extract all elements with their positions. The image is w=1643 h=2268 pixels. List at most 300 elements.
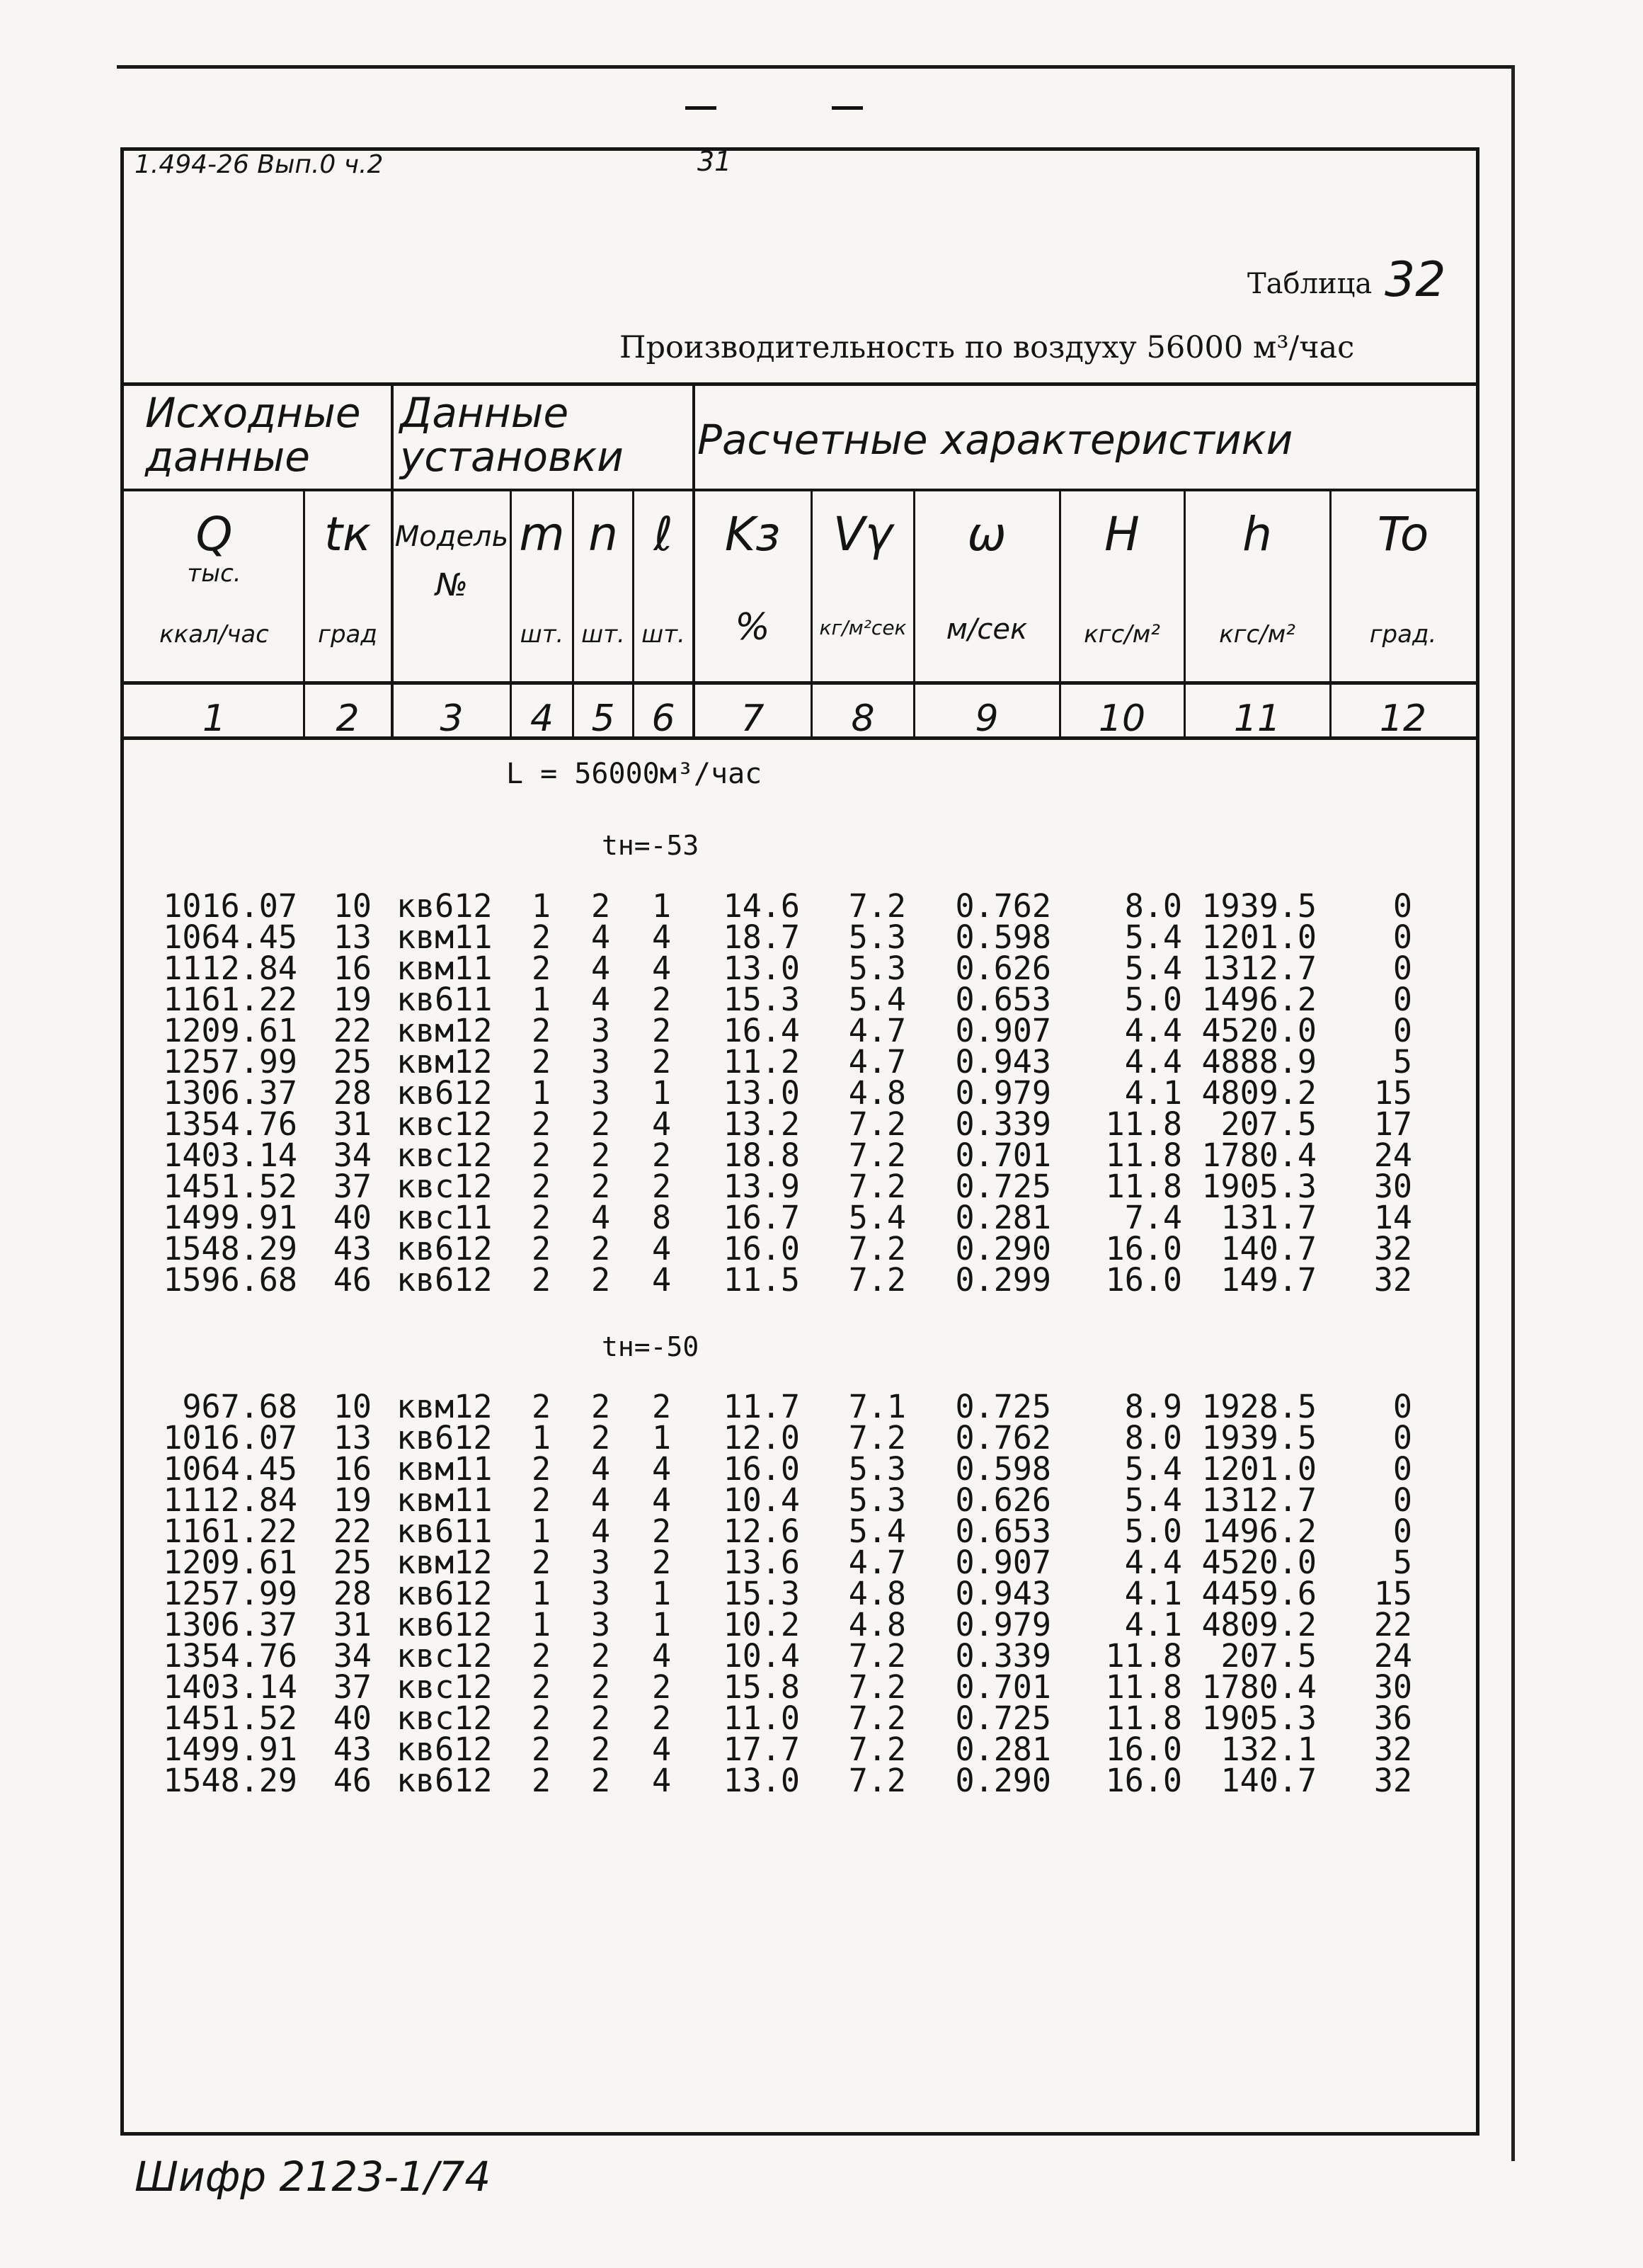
omega-cell: 0.626	[955, 950, 1051, 987]
m-cell: 2	[531, 950, 551, 987]
h-lower-cell: 207.5	[1220, 1105, 1317, 1143]
column-symbol: n	[588, 507, 618, 562]
model-cell: квс12	[396, 1637, 493, 1675]
m-cell: 1	[531, 1074, 551, 1112]
to-cell: 0	[1392, 887, 1412, 925]
h-lower-cell: 4809.2	[1201, 1074, 1317, 1112]
table-row	[0, 887, 1643, 925]
q-cell: 1306.37	[163, 1074, 297, 1112]
n-cell: 2	[590, 1731, 611, 1768]
table-row	[0, 1074, 1643, 1112]
q-cell: 1209.61	[163, 1012, 297, 1049]
l-cell: 2	[651, 1012, 672, 1049]
l-cell: 2	[651, 1136, 672, 1174]
h-lower-cell: 4888.9	[1201, 1043, 1317, 1081]
h-lower-cell: 149.7	[1220, 1261, 1317, 1299]
tk-cell: 13	[333, 918, 372, 956]
column-header-to	[1332, 507, 1474, 649]
q-cell: 1499.91	[163, 1731, 297, 1768]
n-cell: 3	[590, 1544, 611, 1581]
vy-cell: 7.2	[848, 887, 906, 925]
column-symbol: tк	[324, 507, 371, 562]
to-cell: 32	[1373, 1261, 1412, 1299]
m-cell: 2	[531, 1105, 551, 1143]
omega-cell: 0.907	[955, 1544, 1051, 1581]
table-row	[0, 1668, 1643, 1706]
h-lower-cell: 140.7	[1220, 1762, 1317, 1799]
q-cell: 1403.14	[163, 1136, 297, 1174]
model-cell: кв612	[396, 1731, 493, 1768]
to-cell: 0	[1392, 918, 1412, 956]
q-cell: 1161.22	[163, 1512, 297, 1550]
column-symbol: m	[519, 507, 565, 562]
tk-cell: 22	[333, 1012, 372, 1049]
l-cell: 4	[651, 1481, 672, 1519]
m-cell: 2	[531, 1261, 551, 1299]
h-upper-cell: 4.1	[1124, 1074, 1182, 1112]
omega-cell: 0.281	[955, 1731, 1051, 1768]
tk-cell: 43	[333, 1230, 372, 1267]
n-cell: 2	[590, 1762, 611, 1799]
l-cell: 2	[651, 1388, 672, 1425]
to-cell: 0	[1392, 981, 1412, 1018]
h-upper-cell: 4.1	[1124, 1606, 1182, 1643]
tk-cell: 34	[333, 1637, 372, 1675]
h-lower-cell: 1201.0	[1201, 918, 1317, 956]
m-cell: 2	[531, 1388, 551, 1425]
to-cell: 32	[1373, 1731, 1412, 1768]
omega-cell: 0.598	[955, 1450, 1051, 1488]
m-cell: 1	[531, 1606, 551, 1643]
l-cell: 4	[651, 1450, 672, 1488]
to-cell: 30	[1373, 1668, 1412, 1706]
q-cell: 1548.29	[163, 1230, 297, 1267]
table-row	[0, 1419, 1643, 1457]
column-number: 3	[440, 697, 464, 740]
m-cell: 2	[531, 1168, 551, 1205]
kz-cell: 16.7	[723, 1199, 800, 1236]
omega-cell: 0.281	[955, 1199, 1051, 1236]
omega-cell: 0.762	[955, 1419, 1051, 1457]
section-label-tn-50: tн=-50	[602, 1331, 699, 1362]
column-unit: м/сек	[946, 613, 1028, 646]
n-cell: 2	[590, 1261, 611, 1299]
h-upper-cell: 11.8	[1105, 1699, 1182, 1737]
to-cell: 36	[1373, 1699, 1412, 1737]
l-cell: 8	[651, 1199, 672, 1236]
q-cell: 1209.61	[163, 1544, 297, 1581]
productivity-caption: Производительность по воздуху 56000 м³/час	[619, 330, 1355, 365]
table-row	[0, 918, 1643, 956]
h-upper-cell: 11.8	[1105, 1136, 1182, 1174]
vy-cell: 4.7	[848, 1012, 906, 1049]
column-header-vy	[813, 507, 912, 639]
omega-cell: 0.626	[955, 1481, 1051, 1519]
vy-cell: 4.7	[848, 1043, 906, 1081]
h-lower-cell: 1312.7	[1201, 950, 1317, 987]
n-cell: 3	[590, 1606, 611, 1643]
h-upper-cell: 4.4	[1124, 1544, 1182, 1581]
h-lower-cell: 1780.4	[1201, 1668, 1317, 1706]
model-cell: кв612	[396, 1762, 493, 1799]
page-number: 31	[697, 146, 732, 177]
tk-cell: 25	[333, 1544, 372, 1581]
model-cell: кв612	[396, 1606, 493, 1643]
h-upper-cell: 5.4	[1124, 918, 1182, 956]
omega-cell: 0.339	[955, 1105, 1051, 1143]
q-cell: 1112.84	[163, 1481, 297, 1519]
vy-cell: 4.8	[848, 1575, 906, 1612]
n-cell: 2	[590, 1136, 611, 1174]
tk-cell: 40	[333, 1699, 372, 1737]
kz-cell: 18.8	[723, 1136, 800, 1174]
to-cell: 14	[1373, 1199, 1412, 1236]
n-cell: 2	[590, 1699, 611, 1737]
column-number: 7	[740, 697, 765, 740]
model-cell: квс12	[396, 1668, 493, 1706]
table-row	[0, 1512, 1643, 1550]
table-row	[0, 981, 1643, 1018]
column-symbol: Q	[195, 507, 233, 562]
table-row	[0, 1481, 1643, 1519]
model-cell: квс12	[396, 1105, 493, 1143]
q-cell: 1354.76	[163, 1105, 297, 1143]
kz-cell: 18.7	[723, 918, 800, 956]
tk-cell: 43	[333, 1731, 372, 1768]
vy-cell: 4.8	[848, 1074, 906, 1112]
column-separator	[303, 489, 305, 736]
h-upper-cell: 11.8	[1105, 1668, 1182, 1706]
kz-cell: 15.8	[723, 1668, 800, 1706]
n-cell: 4	[590, 918, 611, 956]
n-cell: 4	[590, 1199, 611, 1236]
l-cell: 1	[651, 1606, 672, 1643]
q-cell: 1306.37	[163, 1606, 297, 1643]
table-row	[0, 1575, 1643, 1612]
h-upper-cell: 7.4	[1124, 1199, 1182, 1236]
q-cell: 967.68	[182, 1388, 297, 1425]
m-cell: 2	[531, 1699, 551, 1737]
model-cell: кв611	[396, 981, 493, 1018]
to-cell: 0	[1392, 1388, 1412, 1425]
column-number: 6	[651, 697, 675, 740]
l-cell: 4	[651, 1637, 672, 1675]
h-lower-cell: 4809.2	[1201, 1606, 1317, 1643]
l-cell: 4	[651, 950, 672, 987]
vy-cell: 5.3	[848, 1481, 906, 1519]
m-cell: 1	[531, 1419, 551, 1457]
kz-cell: 15.3	[723, 981, 800, 1018]
header-top-rule	[124, 382, 1476, 386]
kz-cell: 10.4	[723, 1637, 800, 1675]
group-separator	[692, 382, 695, 736]
h-lower-cell: 1496.2	[1201, 981, 1317, 1018]
column-symbol: Модель	[394, 520, 509, 553]
column-subtext: тыс.	[187, 559, 241, 588]
tk-cell: 28	[333, 1074, 372, 1112]
l-cell: 2	[651, 1699, 672, 1737]
h-lower-cell: 207.5	[1220, 1637, 1317, 1675]
column-number: 4	[529, 697, 554, 740]
model-cell: квм12	[396, 1043, 493, 1081]
omega-cell: 0.725	[955, 1388, 1051, 1425]
model-cell: кв612	[396, 1575, 493, 1612]
tk-cell: 31	[333, 1606, 372, 1643]
vy-cell: 7.2	[848, 1230, 906, 1267]
table-row	[0, 1606, 1643, 1643]
column-unit: %	[735, 606, 770, 649]
n-cell: 2	[590, 887, 611, 925]
tk-cell: 16	[333, 1450, 372, 1488]
column-separator	[1059, 489, 1061, 736]
h-upper-cell: 16.0	[1105, 1731, 1182, 1768]
kz-cell: 11.5	[723, 1261, 800, 1299]
to-cell: 32	[1373, 1762, 1412, 1799]
n-cell: 3	[590, 1575, 611, 1612]
table-row	[0, 1762, 1643, 1799]
n-cell: 2	[590, 1230, 611, 1267]
to-cell: 5	[1392, 1043, 1412, 1081]
column-unit: град	[318, 620, 377, 649]
to-cell: 32	[1373, 1230, 1412, 1267]
m-cell: 1	[531, 981, 551, 1018]
column-header-kz	[696, 507, 809, 649]
m-cell: 1	[531, 1575, 551, 1612]
section-label-tn-53: tн=-53	[602, 830, 699, 861]
l-cell: 4	[651, 1731, 672, 1768]
h-lower-cell: 1780.4	[1201, 1136, 1317, 1174]
column-symbol: To	[1377, 507, 1429, 562]
omega-cell: 0.299	[955, 1261, 1051, 1299]
to-cell: 22	[1373, 1606, 1412, 1643]
h-upper-cell: 4.4	[1124, 1012, 1182, 1049]
column-separator	[913, 489, 915, 736]
h-lower-cell: 4520.0	[1201, 1544, 1317, 1581]
h-upper-cell: 5.4	[1124, 1481, 1182, 1519]
h-upper-cell: 11.8	[1105, 1105, 1182, 1143]
model-cell: кв611	[396, 1512, 493, 1550]
vy-cell: 7.2	[848, 1762, 906, 1799]
n-cell: 2	[590, 1637, 611, 1675]
h-lower-cell: 1201.0	[1201, 1450, 1317, 1488]
model-cell: квс12	[396, 1699, 493, 1737]
tk-cell: 34	[333, 1136, 372, 1174]
to-cell: 0	[1392, 1419, 1412, 1457]
table-row	[0, 1731, 1643, 1768]
column-separator	[632, 489, 634, 736]
column-number: 12	[1379, 697, 1427, 740]
column-number: 11	[1233, 697, 1281, 740]
table-row	[0, 1012, 1643, 1049]
table-row	[0, 1105, 1643, 1143]
h-upper-cell: 16.0	[1105, 1762, 1182, 1799]
dash-mark	[685, 106, 716, 110]
l-cell: 2	[651, 1168, 672, 1205]
h-lower-cell: 1905.3	[1201, 1168, 1317, 1205]
model-cell: квм12	[396, 1012, 493, 1049]
model-cell: кв612	[396, 1261, 493, 1299]
model-cell: квс12	[396, 1168, 493, 1205]
n-cell: 4	[590, 1481, 611, 1519]
h-lower-cell: 1905.3	[1201, 1699, 1317, 1737]
omega-cell: 0.339	[955, 1637, 1051, 1675]
group-separator	[391, 382, 394, 736]
h-upper-cell: 5.4	[1124, 950, 1182, 987]
omega-cell: 0.701	[955, 1136, 1051, 1174]
group-title-initial-data: Исходные данные	[145, 389, 361, 481]
column-separator	[811, 489, 813, 736]
omega-cell: 0.701	[955, 1668, 1051, 1706]
omega-cell: 0.979	[955, 1074, 1051, 1112]
q-cell: 1161.22	[163, 981, 297, 1018]
column-numbers-top-rule	[124, 681, 1476, 685]
column-number: 5	[591, 697, 615, 740]
vy-cell: 7.2	[848, 1637, 906, 1675]
omega-cell: 0.762	[955, 887, 1051, 925]
column-symbol: Vγ	[832, 507, 893, 562]
tk-cell: 28	[333, 1575, 372, 1612]
kz-cell: 16.0	[723, 1230, 800, 1267]
table-row	[0, 1261, 1643, 1299]
q-cell: 1548.29	[163, 1762, 297, 1799]
n-cell: 3	[590, 1074, 611, 1112]
omega-cell: 0.725	[955, 1699, 1051, 1737]
kz-cell: 13.6	[723, 1544, 800, 1581]
table-row	[0, 1637, 1643, 1675]
column-header-m	[513, 507, 571, 649]
tk-cell: 19	[333, 1481, 372, 1519]
q-cell: 1596.68	[163, 1261, 297, 1299]
column-symbol: H	[1104, 507, 1140, 562]
h-upper-cell: 5.0	[1124, 981, 1182, 1018]
vy-cell: 5.4	[848, 1199, 906, 1236]
q-cell: 1451.52	[163, 1168, 297, 1205]
omega-cell: 0.290	[955, 1230, 1051, 1267]
vy-cell: 5.3	[848, 950, 906, 987]
m-cell: 1	[531, 1512, 551, 1550]
vy-cell: 5.3	[848, 918, 906, 956]
tk-cell: 46	[333, 1261, 372, 1299]
table-row	[0, 1136, 1643, 1174]
l-cell: 2	[651, 1668, 672, 1706]
vy-cell: 7.2	[848, 1699, 906, 1737]
omega-cell: 0.943	[955, 1043, 1051, 1081]
n-cell: 4	[590, 1450, 611, 1488]
m-cell: 2	[531, 1450, 551, 1488]
vy-cell: 7.2	[848, 1136, 906, 1174]
vy-cell: 7.2	[848, 1261, 906, 1299]
table-row	[0, 1544, 1643, 1581]
table-row	[0, 1450, 1643, 1488]
vy-cell: 4.7	[848, 1544, 906, 1581]
q-cell: 1354.76	[163, 1637, 297, 1675]
m-cell: 2	[531, 1199, 551, 1236]
tk-cell: 13	[333, 1419, 372, 1457]
model-cell: кв612	[396, 1230, 493, 1267]
q-cell: 1257.99	[163, 1575, 297, 1612]
l-cell: 4	[651, 1261, 672, 1299]
column-symbol: Kз	[724, 507, 781, 562]
tk-cell: 16	[333, 950, 372, 987]
data-block-tn-50	[0, 1388, 1643, 1799]
tk-cell: 46	[333, 1762, 372, 1799]
tk-cell: 10	[333, 1388, 372, 1425]
l-cell: 1	[651, 1074, 672, 1112]
h-lower-cell: 1312.7	[1201, 1481, 1317, 1519]
m-cell: 2	[531, 918, 551, 956]
m-cell: 2	[531, 1544, 551, 1581]
model-cell: квм11	[396, 918, 493, 956]
n-cell: 2	[590, 1388, 611, 1425]
column-subtext: №	[435, 567, 468, 603]
column-number: 10	[1098, 697, 1146, 740]
column-number: 8	[851, 697, 875, 740]
omega-cell: 0.290	[955, 1762, 1051, 1799]
tk-cell: 37	[333, 1168, 372, 1205]
model-cell: квм12	[396, 1544, 493, 1581]
kz-cell: 14.6	[723, 887, 800, 925]
h-lower-cell: 1496.2	[1201, 1512, 1317, 1550]
kz-cell: 10.2	[723, 1606, 800, 1643]
column-header-h-lower	[1186, 507, 1328, 649]
h-lower-cell: 4520.0	[1201, 1012, 1317, 1049]
vy-cell: 5.4	[848, 1512, 906, 1550]
kz-cell: 16.4	[723, 1012, 800, 1049]
column-unit: кгс/м²	[1084, 620, 1160, 649]
kz-cell: 16.0	[723, 1450, 800, 1488]
kz-cell: 10.4	[723, 1481, 800, 1519]
to-cell: 17	[1373, 1105, 1412, 1143]
omega-cell: 0.979	[955, 1606, 1051, 1643]
data-block-tn-53	[0, 887, 1643, 1299]
omega-cell: 0.653	[955, 1512, 1051, 1550]
l-cell: 2	[651, 981, 672, 1018]
m-cell: 2	[531, 1731, 551, 1768]
table-row	[0, 1388, 1643, 1425]
tk-cell: 25	[333, 1043, 372, 1081]
kz-cell: 12.0	[723, 1419, 800, 1457]
l-cell: 1	[651, 1575, 672, 1612]
to-cell: 0	[1392, 1481, 1412, 1519]
column-number: 1	[202, 697, 227, 740]
kz-cell: 13.0	[723, 1074, 800, 1112]
top-border-line	[117, 65, 1511, 69]
model-cell: квм11	[396, 950, 493, 987]
kz-cell: 13.0	[723, 1762, 800, 1799]
omega-cell: 0.907	[955, 1012, 1051, 1049]
kz-cell: 15.3	[723, 1575, 800, 1612]
column-header-n	[575, 507, 631, 649]
n-cell: 2	[590, 1105, 611, 1143]
vy-cell: 5.4	[848, 981, 906, 1018]
n-cell: 2	[590, 1419, 611, 1457]
h-lower-cell: 4459.6	[1201, 1575, 1317, 1612]
vy-cell: 4.8	[848, 1606, 906, 1643]
group-title-installation-data: Данные установки	[400, 389, 624, 481]
m-cell: 2	[531, 1012, 551, 1049]
h-lower-cell: 131.7	[1220, 1199, 1317, 1236]
h-lower-cell: 132.1	[1220, 1731, 1317, 1768]
h-upper-cell: 16.0	[1105, 1261, 1182, 1299]
kz-cell: 12.6	[723, 1512, 800, 1550]
vy-cell: 7.2	[848, 1105, 906, 1143]
omega-cell: 0.653	[955, 981, 1051, 1018]
to-cell: 0	[1392, 1512, 1412, 1550]
table-row	[0, 1699, 1643, 1737]
model-cell: кв612	[396, 1419, 493, 1457]
h-lower-cell: 1939.5	[1201, 1419, 1317, 1457]
l-cell: 1	[651, 887, 672, 925]
